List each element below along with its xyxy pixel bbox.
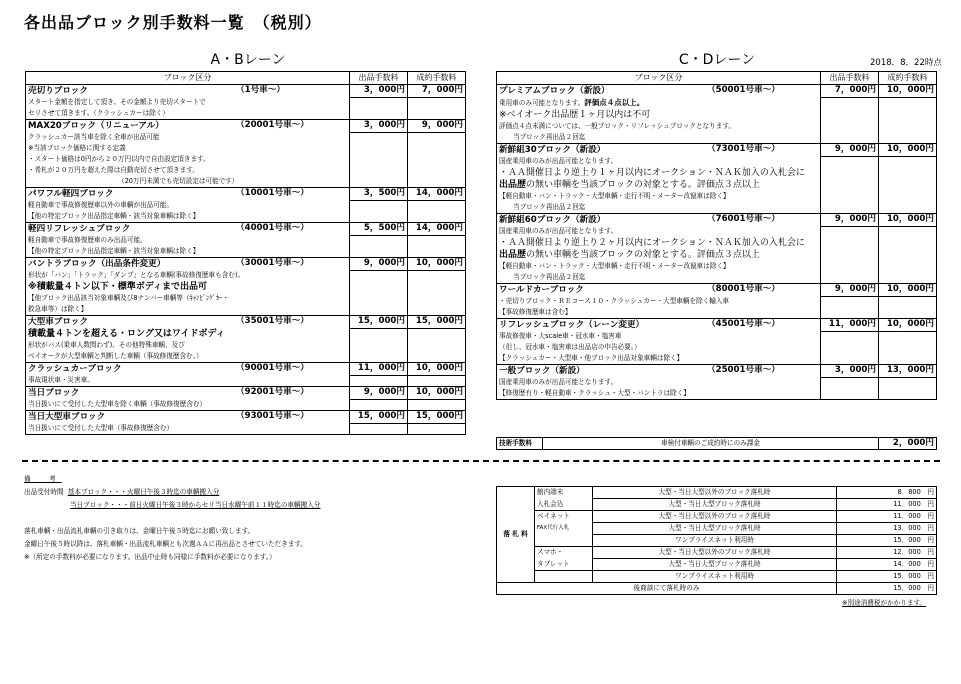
- block-number: （1号車～）: [236, 85, 285, 95]
- block-description: 【他の特定ブロック出品指定車輌・該当対象車輌は除く】: [28, 212, 200, 220]
- contract-fee: 10，000円: [879, 319, 937, 332]
- block-detail: [26, 399, 350, 411]
- bid-channel: [535, 535, 593, 547]
- block-description: 【軽自動車・バン・トラック・大型車輌・走行不明・メーター改竄車は除く】: [499, 262, 730, 270]
- block-row: [26, 258, 466, 271]
- listing-history-label: 出品歴: [499, 180, 527, 190]
- block-description: ・スタート価格は0円から２０万円以内で自由設定頂きます。: [28, 155, 210, 163]
- bid-fee-row-after: [497, 583, 937, 595]
- block-name: MAX20ブロック（リニューアル）: [28, 121, 164, 131]
- block-detail: [26, 200, 350, 223]
- block-name: クラッシュカーブロック: [28, 364, 122, 374]
- block-detail-row: [26, 375, 466, 387]
- block-name-cell: [497, 365, 821, 378]
- page-title: 各出品ブロック別手数料一覧 （税別）: [24, 13, 322, 32]
- block-condition: ※ベイオーク出品歴１ヶ月以内は不可: [499, 110, 651, 120]
- block-description: 【クラッシュカー・大型車・他ブロック出品対象車輌は除く】: [499, 354, 684, 362]
- header-contract-fee: 成約手数料: [408, 72, 466, 85]
- empty-cell: [821, 97, 879, 144]
- block-highlight: 積載量４トンを超える・ロング又はワイドボディ: [28, 329, 225, 339]
- bid-channel: ベイネット: [535, 511, 593, 523]
- block-name-cell: [26, 223, 350, 236]
- listing-fee: 9，000円: [350, 258, 408, 271]
- block-description: 評価点４点未満については、一般ブロック・リフレッシュブロックとなります。: [499, 122, 735, 130]
- listing-fee: 15，000円: [350, 411, 408, 424]
- block-detail-row: [497, 97, 937, 144]
- bid-condition: 後商談にて落札時のみ: [497, 583, 837, 595]
- empty-cell: [879, 377, 937, 400]
- contract-fee: 10，000円: [879, 284, 937, 297]
- block-row: [497, 85, 937, 98]
- contract-fee: 14，000円: [408, 223, 466, 236]
- empty-cell: [350, 423, 408, 435]
- bid-fee-row: [497, 511, 937, 523]
- tech-fee-table: [496, 437, 937, 450]
- block-name: 売切りブロック: [28, 86, 88, 96]
- block-description: 当日扱いにて受付した大型車を除く車輌（事故修復歴含む）: [28, 400, 207, 408]
- block-number: （90001号車～）: [236, 363, 309, 373]
- bid-channel: スマホ・: [535, 547, 593, 559]
- block-detail-row: [497, 331, 937, 365]
- block-name-cell: [497, 319, 821, 332]
- bid-condition: 大型・当日大型ブロック落札時: [593, 499, 837, 511]
- block-condition-text: の無い車輌を当該ブロックの対象とする。評価点３点以上: [526, 250, 760, 260]
- block-description: 形状が「バン」「トラック」「ダンプ」となる車輌(事故修復歴車も含む)。: [28, 271, 245, 279]
- block-description: 【軽自動車・バン・トラック・大型車輌・走行不明・メーター改竄車は除く】: [499, 192, 730, 200]
- block-description: 【事故修復歴車は含む】: [499, 308, 572, 316]
- block-name: 当日ブロック: [28, 388, 80, 398]
- block-number: （40001号車～）: [236, 223, 309, 233]
- listing-fee: 9，000円: [350, 387, 408, 400]
- empty-cell: [408, 423, 466, 435]
- contract-fee: 10，000円: [408, 387, 466, 400]
- block-description: 形状がバス(乗車人数問わず)、その他特殊車輌、及び: [28, 341, 185, 349]
- header-contract-fee: 成約手数料: [879, 72, 937, 85]
- bid-fee-row: [497, 499, 937, 511]
- block-number: （10001号車～）: [236, 188, 309, 198]
- empty-cell: [408, 328, 466, 363]
- block-description: 当日扱いにて受付した大型車（事故修復歴含む）: [28, 424, 174, 432]
- block-description: （但し、冠水車・塩害車は出品店の申告必要。）: [499, 343, 641, 351]
- header-listing-fee: 出品手数料: [821, 72, 879, 85]
- block-condition: ・ＡＡ開催日より逆上り１ヶ月以内にオークション・ＮＡＫ加入の入札会に: [499, 168, 805, 178]
- bid-fee: 14．000 円: [837, 559, 937, 571]
- contract-fee: 13，000円: [879, 365, 937, 378]
- listing-fee: 11，000円: [350, 363, 408, 376]
- empty-cell: [408, 200, 466, 223]
- listing-fee: 11，000円: [821, 319, 879, 332]
- bid-fee: 8．800 円: [837, 487, 937, 499]
- tech-fee-desc: 車検付車輌のご成約時にのみ課金: [543, 438, 879, 450]
- divider: [22, 460, 940, 462]
- empty-cell: [408, 399, 466, 411]
- block-number: （93001号車～）: [236, 411, 309, 421]
- contract-fee: 9，000円: [408, 120, 466, 133]
- contract-fee: 7，000円: [408, 85, 466, 98]
- block-description: 事故修復車・大scale車・冠水車・塩害車: [499, 332, 622, 340]
- deadline-basic: 基本ブロック・・・火曜日午後３時迄の車輌搬入分: [67, 488, 220, 496]
- block-number: （45001号車～）: [707, 319, 780, 329]
- empty-cell: [821, 331, 879, 365]
- listing-fee: 3，500円: [350, 188, 408, 201]
- block-condition: ・ＡＡ開催日より逆上り２ヶ月以内にオークション・ＮＡＫ加入の入札会に: [499, 238, 805, 248]
- block-detail-row: [497, 226, 937, 284]
- block-description: [499, 226, 818, 237]
- bid-channel: タブレット: [535, 559, 593, 571]
- block-detail: [26, 328, 350, 363]
- contract-fee: 10，000円: [408, 363, 466, 376]
- block-name: バントラブロック（出品条件変更）: [28, 259, 166, 269]
- deadline-sameday: 当日ブロック・・・前日火曜日午後３時からセリ当日水曜午前１１時迄の車輌搬入分: [70, 501, 321, 509]
- block-description: 【修復歴有り・軽自動車・クラッシュ・大型・バントラは除く】: [499, 389, 690, 397]
- block-detail-row: [497, 156, 937, 214]
- block-name-cell: [497, 214, 821, 227]
- block-detail: [497, 226, 821, 284]
- bid-condition: 大型・当日大型以外のブロック落札時: [593, 547, 837, 559]
- block-description: 当ブロック再出品２回迄: [513, 203, 586, 211]
- notes-p3: ※（所定の手数料が必要になります。出品中止時も同様に手数料が必要になります。）: [24, 553, 276, 561]
- block-row: [497, 144, 937, 157]
- block-row: [26, 363, 466, 376]
- block-highlight: ※積載量４トン以下・標準ボディまで出品可: [28, 282, 208, 292]
- empty-cell: [821, 296, 879, 319]
- block-description: ・売切りブロック・ＲＥコース１０・クラッシュカー・大型車輌を除く輸入車: [499, 297, 730, 305]
- tech-fee-label: 技術手数料: [497, 438, 543, 450]
- empty-cell: [821, 226, 879, 284]
- block-name: ワールドカーブロック: [499, 285, 584, 295]
- empty-cell: [350, 132, 408, 188]
- block-description: ・希札が２０万円を超えた際は自動売切させて頂きます。: [28, 166, 199, 174]
- block-description: 事故現状車・災害車。: [28, 376, 94, 384]
- block-row: [26, 316, 466, 329]
- header-block: ブロック区分: [26, 72, 350, 85]
- empty-cell: [350, 235, 408, 258]
- bid-condition: 大型・当日大型以外のブロック落札時: [593, 487, 837, 499]
- block-detail: [26, 270, 350, 316]
- block-number: （50001号車～）: [707, 85, 780, 95]
- date-stamp: 2018．8．22時点: [870, 58, 942, 68]
- block-detail-row: [26, 235, 466, 258]
- bid-channel: FAX代行入札: [535, 523, 593, 535]
- contract-fee: 10，000円: [879, 144, 937, 157]
- empty-cell: [350, 97, 408, 120]
- block-description: セリさせて頂きます。（クラッシュカーは除く）: [28, 109, 169, 117]
- block-description-text: 乗用車のみ可能となります。: [499, 99, 585, 107]
- block-description: ※当該ブロック価格に関する定義: [28, 144, 126, 152]
- block-name: 当日大型車ブロック: [28, 412, 106, 422]
- block-description: [499, 156, 818, 167]
- block-number: （30001号車～）: [236, 258, 309, 268]
- notes: [24, 473, 320, 564]
- empty-cell: [408, 375, 466, 387]
- block-description: 軽自動車で事故修復歴車のみ出品可能。: [28, 236, 147, 244]
- block-condition: [499, 179, 818, 191]
- block-detail: [26, 375, 350, 387]
- block-description: 【他ブロック出品該当対象車輌及び8ナンバー車輌等（ｷｬﾝﾋﾟﾝｸﾞｶｰ・: [28, 294, 230, 302]
- block-condition-text: の無い車輌を当該ブロックの対象とする。評価点３点以上: [526, 180, 760, 190]
- block-name: 大型車ブロック: [28, 317, 88, 327]
- block-row: [26, 411, 466, 424]
- block-number: （73001号車～）: [707, 144, 780, 154]
- block-row: [497, 365, 937, 378]
- block-row: [26, 85, 466, 98]
- bid-footnote: ※別途消費税がかかります。: [842, 599, 927, 607]
- bid-channel: 館内端末: [535, 487, 593, 499]
- block-description: 軽自動車で事故修復歴車以外の車輌が出品可能。: [28, 201, 174, 209]
- block-name-cell: [26, 316, 350, 329]
- block-detail-row: [26, 423, 466, 435]
- contract-fee: 10，000円: [879, 85, 937, 98]
- listing-fee: 3，000円: [350, 120, 408, 133]
- bid-fee-row: [497, 487, 937, 499]
- block-row: [497, 319, 937, 332]
- empty-cell: [350, 200, 408, 223]
- bid-fee-row: [497, 571, 937, 583]
- block-detail: [26, 97, 350, 120]
- notes-p2: 金曜日午後５時以降は、落札車輌・出品流札車輌とも次週ＡＡに再出品とさせていただきます。: [24, 540, 308, 548]
- listing-fee: 15，000円: [350, 316, 408, 329]
- bid-fee-row: [497, 559, 937, 571]
- empty-cell: [879, 156, 937, 214]
- block-row: [497, 214, 937, 227]
- block-name: 新鮮組30ブロック（新設）: [499, 145, 606, 155]
- block-detail: [497, 156, 821, 214]
- block-number: （92001号車～）: [236, 387, 309, 397]
- block-detail-row: [26, 200, 466, 223]
- block-row: [26, 223, 466, 236]
- block-name-cell: [497, 85, 821, 98]
- block-name-cell: [26, 85, 350, 98]
- block-description-text: 国産乗用車のみが出品可能となります。: [499, 157, 618, 165]
- bid-fee: 15．000 円: [837, 535, 937, 547]
- block-number: （76001号車～）: [707, 214, 780, 224]
- bid-fee: 11．000 円: [837, 499, 937, 511]
- bid-condition: ワンプライスネット利用時: [593, 571, 837, 583]
- listing-fee: 9，000円: [821, 214, 879, 227]
- bid-fee: 11．000 円: [837, 511, 937, 523]
- empty-cell: [350, 328, 408, 363]
- bid-condition: ワンプライスネット利用時: [593, 535, 837, 547]
- bid-fee-table: [496, 486, 937, 595]
- bid-condition: 大型・当日大型ブロック落札時: [593, 559, 837, 571]
- block-description: 救急車等）は除く】: [28, 305, 88, 313]
- bid-fee: 12．000 円: [837, 547, 937, 559]
- block-name-cell: [497, 284, 821, 297]
- bid-condition: 大型・当日大型ブロック落札時: [593, 523, 837, 535]
- empty-cell: [350, 399, 408, 411]
- contract-fee: 14，000円: [408, 188, 466, 201]
- block-detail-row: [497, 377, 937, 400]
- block-name: パワフル軽四ブロック: [28, 189, 114, 199]
- header-listing-fee: 出品手数料: [350, 72, 408, 85]
- empty-cell: [879, 331, 937, 365]
- empty-cell: [879, 97, 937, 144]
- bid-group-label: 落 札 料: [497, 487, 535, 583]
- bid-fee-row: [497, 535, 937, 547]
- cd-fee-table: [496, 71, 937, 400]
- empty-cell: [350, 375, 408, 387]
- block-detail: [26, 423, 350, 435]
- block-description-text: 国産乗用車のみが出品可能となります。: [499, 227, 618, 235]
- empty-cell: [408, 97, 466, 120]
- contract-fee: 10，000円: [879, 214, 937, 227]
- block-name: リフレッシュブロック（レーン変更）: [499, 320, 645, 330]
- header-block: ブロック区分: [497, 72, 821, 85]
- ab-fee-table: [25, 71, 466, 435]
- block-number: （20001号車～）: [236, 120, 309, 130]
- empty-cell: [821, 377, 879, 400]
- block-detail: [26, 132, 350, 188]
- empty-cell: [879, 296, 937, 319]
- bid-fee: 15．000 円: [837, 571, 937, 583]
- block-row: [26, 188, 466, 201]
- notes-heading: 備 考: [24, 475, 62, 483]
- block-detail-row: [497, 296, 937, 319]
- listing-fee: 9，000円: [821, 284, 879, 297]
- block-description: 当ブロック再出品２回迄: [513, 273, 586, 281]
- block-name-cell: [26, 188, 350, 201]
- block-detail: [497, 296, 821, 319]
- block-description: 当ブロック再出品２回迄: [513, 133, 586, 141]
- bid-channel: [535, 571, 593, 583]
- contract-fee: 15，000円: [408, 411, 466, 424]
- block-row: [26, 120, 466, 133]
- block-detail: [26, 235, 350, 258]
- block-detail: [497, 97, 821, 144]
- contract-fee: 15，000円: [408, 316, 466, 329]
- block-description: （20万円未満でも売切設定は可能です）: [118, 177, 239, 185]
- listing-fee: 3，000円: [821, 365, 879, 378]
- block-detail-row: [26, 97, 466, 120]
- empty-cell: [350, 270, 408, 316]
- empty-cell: [408, 270, 466, 316]
- block-description: ベイオークが大型車輌と判断した車輌（事故修復歴含む。）: [28, 352, 203, 360]
- bid-fee: 15．000 円: [837, 583, 937, 595]
- bid-fee-row: [497, 547, 937, 559]
- block-name-cell: [26, 120, 350, 133]
- block-name-cell: [26, 363, 350, 376]
- block-number: （80001号車～）: [707, 284, 780, 294]
- block-row: [497, 284, 937, 297]
- listing-history-label: 出品歴: [499, 250, 527, 260]
- block-detail: [497, 331, 821, 365]
- block-name: 新鮮組60ブロック（新設）: [499, 215, 606, 225]
- block-name-cell: [26, 387, 350, 400]
- block-number: （35001号車～）: [236, 316, 309, 326]
- block-name-cell: [26, 258, 350, 271]
- block-condition: [499, 249, 818, 261]
- block-name: 軽四リフレッシュブロック: [28, 224, 131, 234]
- empty-cell: [821, 156, 879, 214]
- tech-fee-value: 2，000円: [879, 438, 937, 450]
- bid-channel: 入札会込: [535, 499, 593, 511]
- bid-fee: 13．000 円: [837, 523, 937, 535]
- block-description: 【他の特定ブロック出品指定車輌・該当対象車輌は除く】: [28, 247, 200, 255]
- notes-p1: 落札車輌・出品流札車輌の引き取りは、金曜日午後５時迄にお願い致します。: [24, 527, 255, 535]
- block-detail-row: [26, 132, 466, 188]
- empty-cell: [408, 235, 466, 258]
- block-score-condition: 評価点４点以上。: [584, 98, 645, 107]
- block-detail-row: [26, 399, 466, 411]
- block-description: [499, 97, 818, 109]
- block-detail-row: [26, 270, 466, 316]
- listing-fee: 9，000円: [821, 144, 879, 157]
- block-description: クラッシュカー該当車を除く全車が出品可能: [28, 133, 160, 141]
- block-number: （25001号車～）: [707, 365, 780, 375]
- block-row: [26, 387, 466, 400]
- bid-fee-row: [497, 523, 937, 535]
- block-name-cell: [26, 411, 350, 424]
- bid-condition: 大型・当日大型以外のブロック落札時: [593, 511, 837, 523]
- empty-cell: [879, 226, 937, 284]
- block-name-cell: [497, 144, 821, 157]
- deadline-label: 出品受付時間: [24, 488, 64, 496]
- block-name: 一般ブロック（新設）: [499, 366, 585, 376]
- empty-cell: [408, 132, 466, 188]
- block-description: 国産乗用車のみが出品可能となります。: [499, 378, 618, 386]
- contract-fee: 10，000円: [408, 258, 466, 271]
- cd-lane-title: C・Dレーン: [678, 52, 756, 68]
- listing-fee: 3，000円: [350, 85, 408, 98]
- block-detail: [497, 377, 821, 400]
- block-name: プレミアムブロック（新設）: [499, 86, 610, 96]
- block-detail-row: [26, 328, 466, 363]
- listing-fee: 7，000円: [821, 85, 879, 98]
- listing-fee: 5，500円: [350, 223, 408, 236]
- ab-lane-title: A・Bレーン: [210, 52, 286, 68]
- block-description: スタート金額を指定して頂き、その金額より売切スタートで: [28, 98, 206, 106]
